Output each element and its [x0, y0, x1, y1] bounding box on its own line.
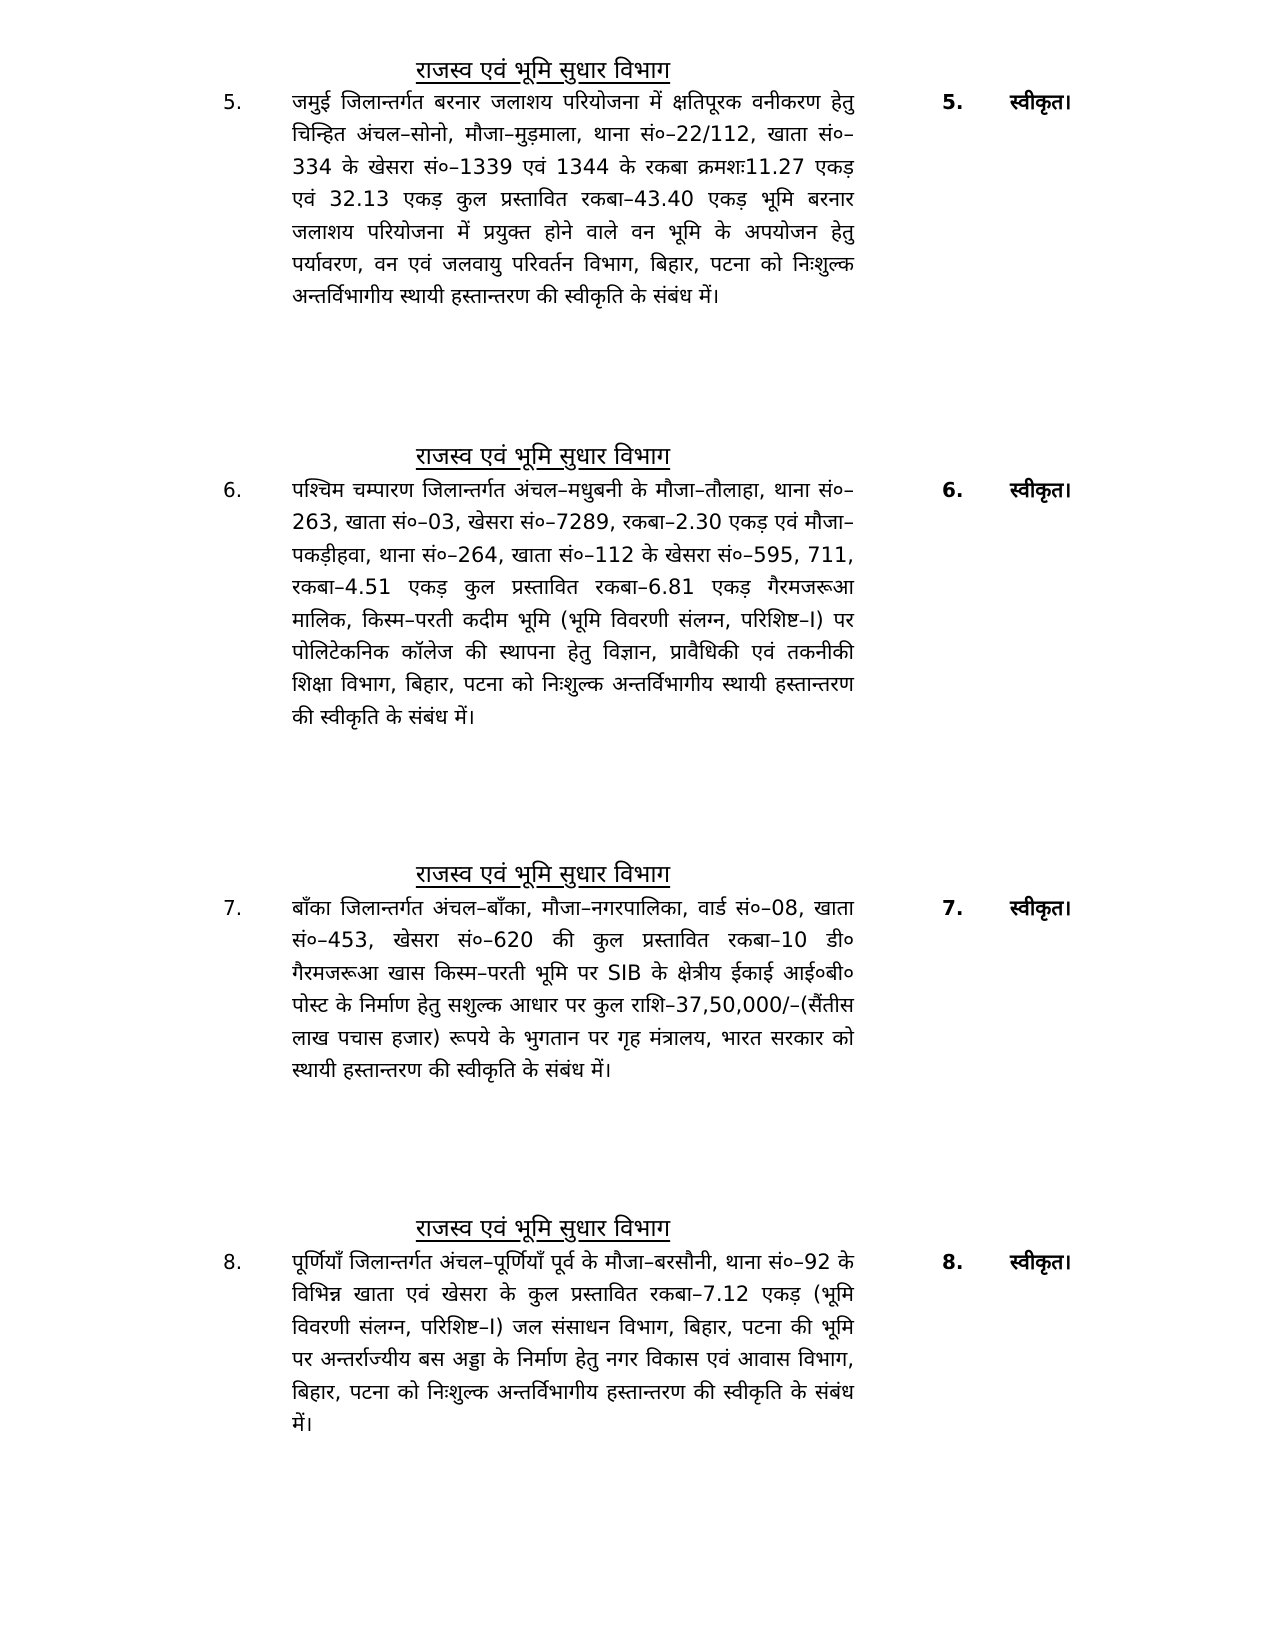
item-number: 5. — [223, 90, 243, 114]
item-number: 6. — [223, 478, 243, 502]
department-heading: राजस्व एवं भूमि सुधार विभाग — [415, 442, 671, 470]
item-description: पश्चिम चम्पारण जिलान्तर्गत अंचल–मधुबनी के मौजा–तौलाहा, थाना सं०–263, खाता सं०–03, खेसरा सं०–7289, रकबा–2.30 एकड़ एवं मौजा–पकड़ीहवा, थाना सं०–264, खाता सं०–112 के खेसरा सं०–595, 711, रकबा–4.51 एकड़ कुल प्रस्तावित रकबा–6.81 एकड़ गैरमजरूआ मालिक, किस्म–परती कदीम भूमि (भूमि विवरणी संलग्न, परिशिष्ट–I) पर पोलिटेकनिक कॉलेज की स्थापना हेतु विज्ञान, प्रावैधिकी एवं तकनीकी शिक्षा विभाग, बिहार, पटना को निःशुल्क अन्तर्विभागीय स्थायी हस्तान्तरण की स्वीकृति के संबंध में। — [292, 478, 854, 729]
decision-number: 5. — [942, 90, 964, 114]
item-description: बाँका जिलान्तर्गत अंचल–बाँका, मौजा–नगरपालिका, वार्ड सं०–08, खाता सं०–453, खेसरा सं०–620 की कुल प्रस्तावित रकबा–10 डी० गैरमजरूआ खास किस्म–परती भूमि पर SIB के क्षेत्रीय ईकाई आई०बी० पोस्ट के निर्माण हेतु सशुल्क आधार पर कुल राशि–37,50,000/–(सैंतीस लाख पचास हजार) रूपये के भुगतान पर गृह मंत्रालय, भारत सरकार को स्थायी हस्तान्तरण की स्वीकृति के संबंध में। — [292, 896, 854, 1083]
decision-status: स्वीकृत। — [1010, 90, 1072, 114]
decision-status: स्वीकृत। — [1010, 896, 1072, 920]
item-description: पूर्णियाँ जिलान्तर्गत अंचल–पूर्णियाँ पूर्व के मौजा–बरसौनी, थाना सं०–92 के विभिन्न खाता एवं खेसरा के कुल प्रस्तावित रकबा–7.12 एकड़ (भूमि विवरणी संलग्न, परिशिष्ट–I) जल संसाधन विभाग, बिहार, पटना की भूमि पर अन्तर्राज्यीय बस अड्डा के निर्माण हेतु नगर विकास एवं आवास विभाग, बिहार, पटना को निःशुल्क अन्तर्विभागीय हस्तान्तरण की स्वीकृति के संबंध में। — [292, 1250, 854, 1437]
decision-status: स्वीकृत। — [1010, 1250, 1072, 1274]
department-heading: राजस्व एवं भूमि सुधार विभाग — [415, 56, 671, 84]
item-description: जमुई जिलान्तर्गत बरनार जलाशय परियोजना में क्षतिपूरक वनीकरण हेतु चिन्हित अंचल–सोनो, मौजा–मुड़माला, थाना सं०–22/112, खाता सं०–334 के खेसरा सं०–1339 एवं 1344 के रकबा क्रमशः11.27 एकड़ एवं 32.13 एकड़ कुल प्रस्तावित रकबा–43.40 एकड़ भूमि बरनार जलाशय परियोजना में प्रयुक्त होने वाले वन भूमि के अपयोजन हेतु पर्यावरण, वन एवं जलवायु परिवर्तन विभाग, बिहार, पटना को निःशुल्क अन्तर्विभागीय स्थायी हस्तान्तरण की स्वीकृति के संबंध में। — [292, 90, 854, 309]
decision-status: स्वीकृत। — [1010, 478, 1072, 502]
decision-number: 6. — [942, 478, 964, 502]
decision-number: 8. — [942, 1250, 964, 1274]
department-heading: राजस्व एवं भूमि सुधार विभाग — [415, 1214, 671, 1242]
item-number: 8. — [223, 1250, 243, 1274]
department-heading: राजस्व एवं भूमि सुधार विभाग — [415, 860, 671, 888]
item-number: 7. — [223, 896, 243, 920]
decision-number: 7. — [942, 896, 964, 920]
